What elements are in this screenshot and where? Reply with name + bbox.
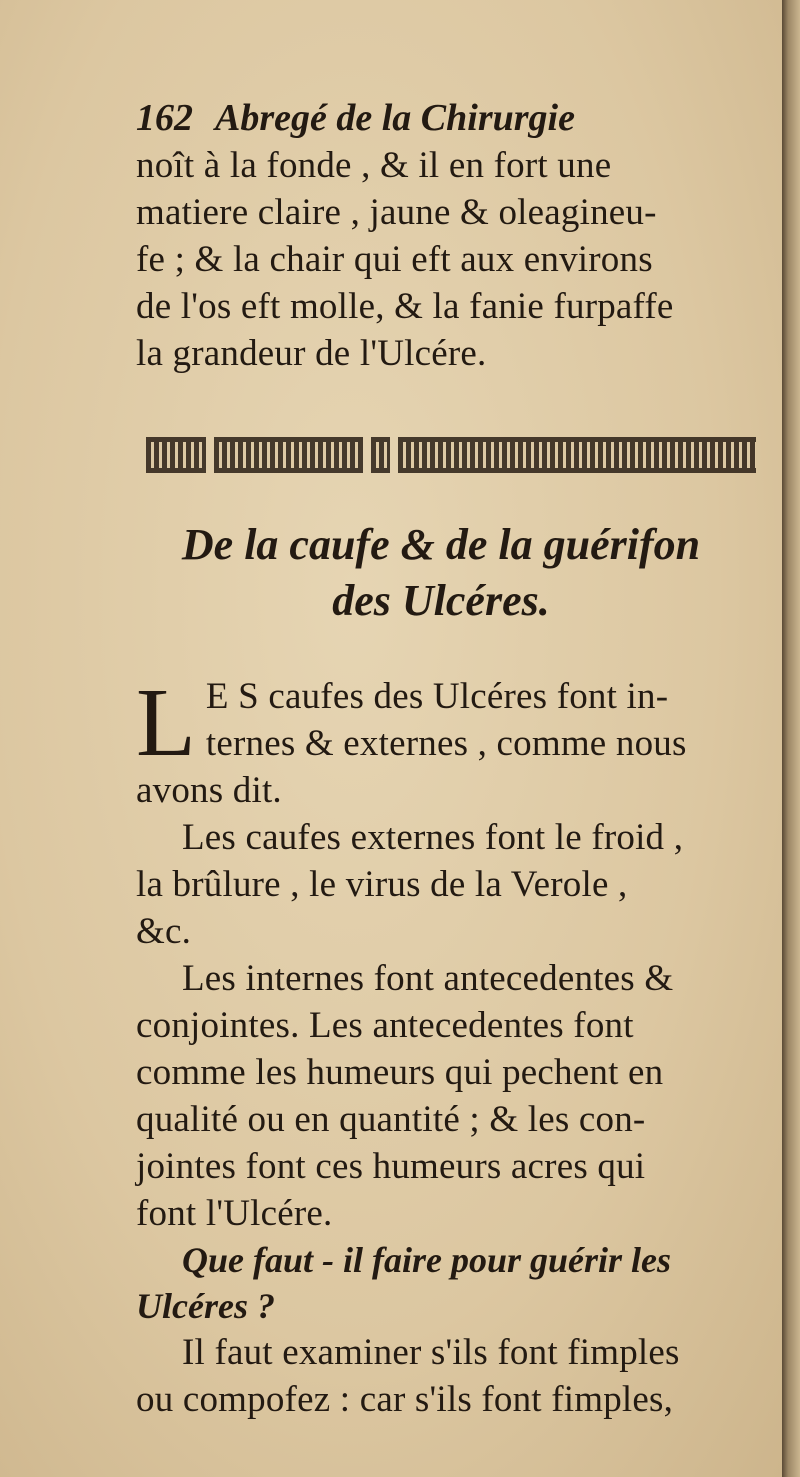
text-line: Les caufes externes font le froid ,	[182, 817, 684, 858]
text-line: matiere claire , jaune & oleagineu-	[136, 192, 657, 233]
drop-cap: L	[136, 669, 196, 777]
section-title-line-2: des Ulcéres.	[332, 576, 550, 625]
page-edge	[782, 0, 800, 1477]
text-line: Il faut examiner s'ils font fimples	[182, 1332, 680, 1373]
text-line: la grandeur de l'Ulcére.	[136, 333, 487, 374]
text-line: la brûlure , le virus de la Verole ,	[136, 864, 628, 905]
text-line: de l'os eft molle, & la fanie furpaffe	[136, 286, 674, 327]
text-line: comme les humeurs qui pechent en	[136, 1052, 664, 1093]
text-line: avons dit.	[136, 770, 282, 811]
printer-ornament-icon	[146, 437, 756, 473]
text-line: qualité ou en quantité ; & les con-	[136, 1099, 646, 1140]
paragraph-internal-causes	[136, 955, 766, 1237]
text-line: noît à la fonde , & il en fort une	[136, 145, 612, 186]
page-text	[136, 95, 766, 1423]
page-number: 162	[136, 97, 193, 139]
text-line: fe ; & la chair qui eft aux environs	[136, 239, 653, 280]
text-line: conjointes. Les antecedentes font	[136, 1005, 634, 1046]
section-title-line-1: De la caufe & de la guérifon	[181, 520, 701, 569]
text-line: E S caufes des Ulcéres font in-	[205, 676, 669, 717]
running-header	[136, 95, 766, 142]
text-line: ou compofez : car s'ils font fimples,	[136, 1379, 674, 1420]
text-line: &c.	[136, 911, 192, 952]
text-line: ternes & externes , comme nous	[205, 723, 687, 764]
text-line: font l'Ulcére.	[136, 1193, 333, 1234]
question-heading	[136, 1237, 766, 1329]
running-title: Abregé de la Chirurgie	[215, 97, 575, 139]
paragraph-external-causes	[136, 814, 766, 955]
section-title	[136, 517, 746, 629]
question-line-1: Que faut - il faire pour guérir les	[182, 1240, 672, 1280]
text-line: Les internes font antecedentes &	[182, 958, 674, 999]
question-line-2: Ulcéres ?	[136, 1286, 275, 1326]
text-line: jointes font ces humeurs acres qui	[136, 1146, 646, 1187]
paragraph-treatment	[136, 1329, 766, 1423]
paragraph-causes	[136, 669, 766, 814]
